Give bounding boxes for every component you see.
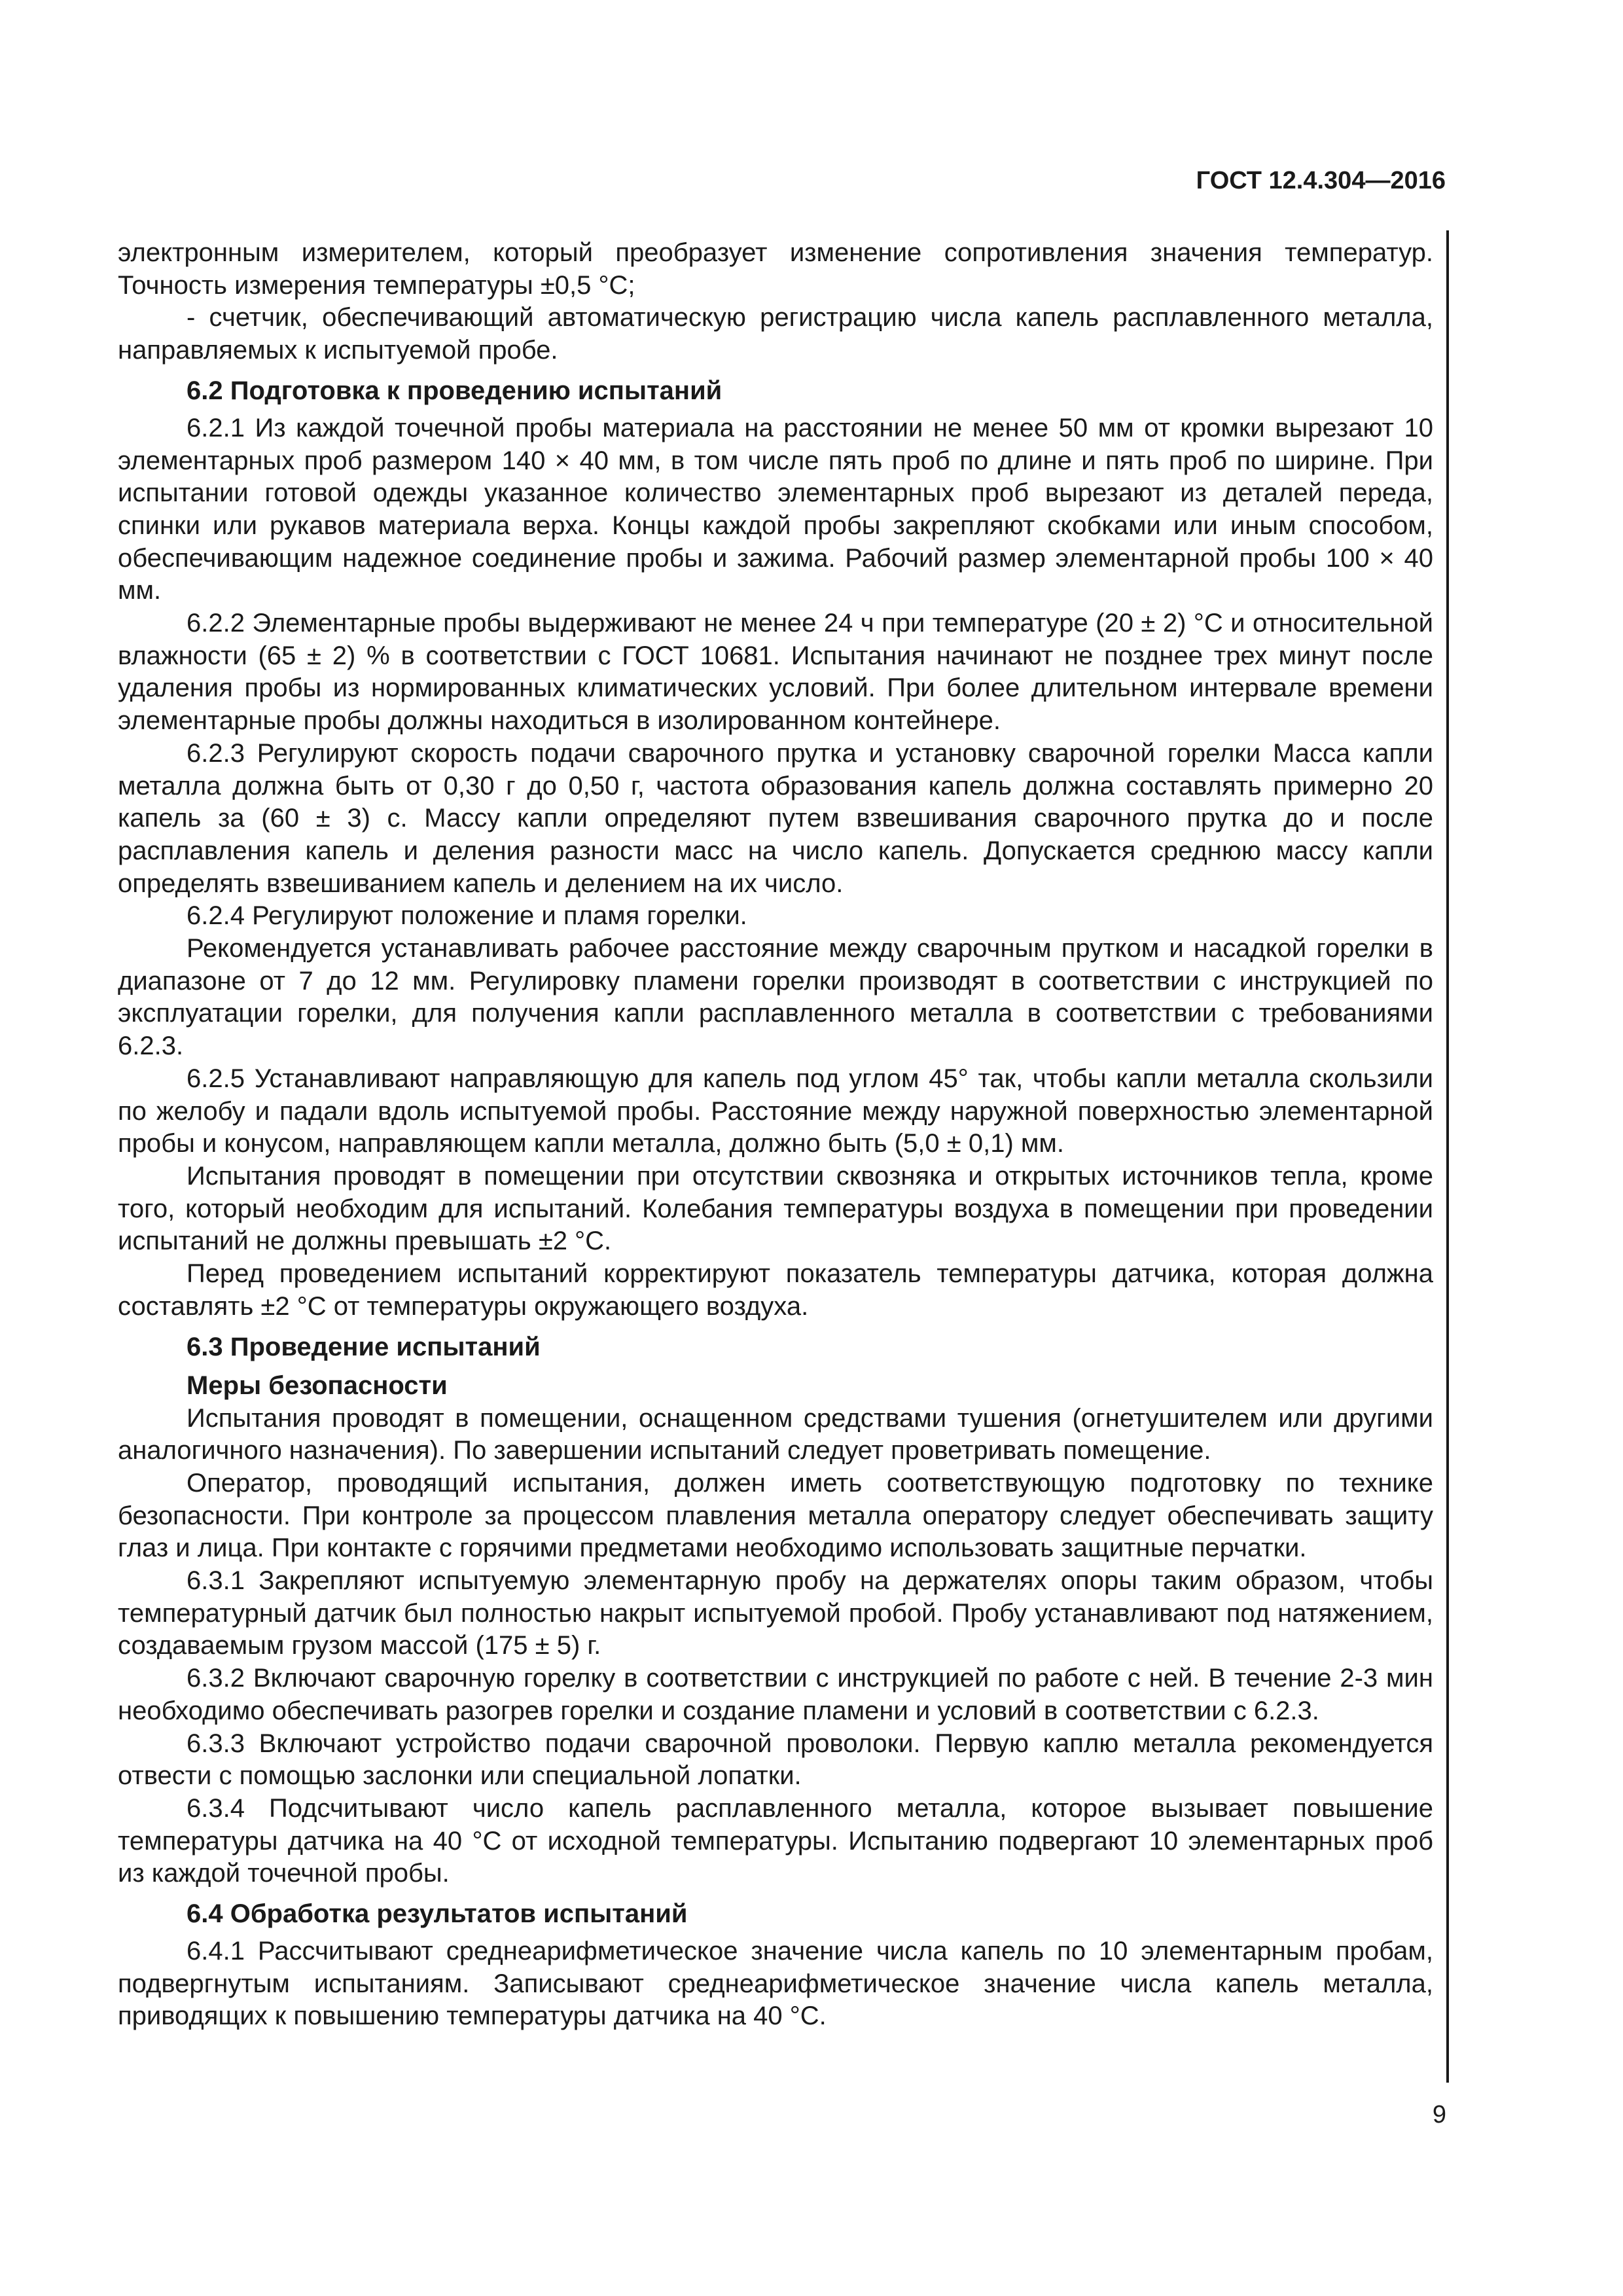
paragraph-6-2-4-details: Рекомендуется устанавливать рабочее расстояние между сварочным прутком и насадкой горелки в диапазоне от 7 до 12 мм. Регулировку пламени горелки производят в соответствии с инструкцией по эксплуатации горелки, для получения капли расплавленного металла в соответствии с требованиями 6.2.3.: [118, 934, 1433, 1061]
paragraph-continuation: электронным измерителем, который преобразует изменение сопротивления значения температур. Точность измерения температуры ±0,5 °С;: [118, 238, 1433, 300]
paragraph-6-3-3: 6.3.3 Включают устройство подачи сварочной проволоки. Первую каплю металла рекомендуется отвести с помощью заслонки или специальной лопатки.: [118, 1729, 1433, 1791]
section-heading-6-2: 6.2 Подготовка к проведению испытаний: [187, 376, 722, 405]
paragraph-safety-room: Испытания проводят в помещении, оснащенном средствами тушения (огнетушителем или другими аналогичного назначения). По завершении испытаний следует проветривать помещение.: [118, 1403, 1433, 1465]
paragraph-6-2-5: 6.2.5 Устанавливают направляющую для капель под углом 45° так, чтобы капли металла скользили по желобу и падали вдоль испытуемой пробы. Расстояние между наружной поверхностью элементарной пробы и конусом, направляющем капли металла, должно быть (5,0 ± 0,1) мм.: [118, 1064, 1433, 1158]
subheading-safety: Меры безопасности: [187, 1371, 448, 1400]
paragraph-6-2-5-calibration: Перед проведением испытаний корректируют показатель температуры датчика, которая должна составлять ±2 °С от температуры окружающего воздуха.: [118, 1259, 1433, 1321]
paragraph-6-3-2: 6.3.2 Включают сварочную горелку в соответствии с инструкцией по работе с ней. В течение 2-3 мин необходимо обеспечивать разогрев горелки и создание пламени и условий в соответствии с 6.2.3.: [118, 1664, 1433, 1725]
section-heading-6-4: 6.4 Обработка результатов испытаний: [187, 1899, 688, 1929]
page-number: 9: [1432, 2101, 1446, 2128]
paragraph-6-2-3: 6.2.3 Регулируют скорость подачи сварочного прутка и установку сварочной горелки Масса капли металла должна быть от 0,30 г до 0,50 г, частота образования капель должна составлять примерно 20 капель за (60 ± 3) с. Массу капли определяют путем взвешивания сварочного прутка до и после расплавления капель и деления разности масс на число капель. Допускается среднюю массу капли определять взвешиванием капель и делением на их число.: [118, 738, 1433, 898]
paragraph-6-4-1: 6.4.1 Рассчитывают среднеарифметическое значение числа капель по 10 элементарным пробам, подвергнутым испытаниям. Записывают среднеарифметическое значение числа капель металла, приводящих к повышению температуры датчика на 40 °С.: [118, 1937, 1433, 2031]
paragraph-counter-item: - счетчик, обеспечивающий автоматическую регистрацию числа капель расплавленного металла, направляемых к испытуемой пробе.: [118, 303, 1433, 365]
paragraph-6-2-2: 6.2.2 Элементарные пробы выдерживают не менее 24 ч при температуре (20 ± 2) °С и относительной влажности (65 ± 2) % в соответствии с ГОСТ 10681. Испытания начинают не позднее трех минут после удаления пробы из нормированных климатических условий. При более длительном интервале времени элементарные пробы должны находиться в изолированном контейнере.: [118, 609, 1433, 736]
paragraph-safety-operator: Оператор, проводящий испытания, должен иметь соответствующую подготовку по технике безопасности. При контроле за процессом плавления металла оператору следует обеспечивать защиту глаз и лица. При контакте с горячими предметами необходимо использовать защитные перчатки.: [118, 1468, 1433, 1563]
revision-bar: [1446, 230, 1449, 2083]
paragraph-6-3-4: 6.3.4 Подсчитывают число капель расплавленного металла, которое вызывает повышение температуры датчика на 40 °С от исходной температуры. Испытанию подвергают 10 элементарных проб из каждой точечной пробы.: [118, 1793, 1433, 1888]
document-body: [118, 237, 1433, 2033]
paragraph-6-2-5-conditions: Испытания проводят в помещении при отсутствии сквозняка и открытых источников тепла, кроме того, который необходим для испытаний. Колебания температуры воздуха в помещении при проведении испытаний не должны превышать ±2 °С.: [118, 1161, 1433, 1256]
paragraph-6-2-4: 6.2.4 Регулируют положение и пламя горелки.: [187, 901, 747, 931]
section-heading-6-3: 6.3 Проведение испытаний: [187, 1332, 541, 1361]
paragraph-6-2-1: 6.2.1 Из каждой точечной пробы материала на расстоянии не менее 50 мм от кромки вырезают 10 элементарных проб размером 140 × 40 мм, в том числе пять проб по длине и пять проб по ширине. При испытании готовой одежды указанное количество элементарных проб вырезают из деталей переда, спинки или рукавов материала верха. Концы каждой пробы закрепляют скобками или иным способом, обеспечивающим надежное соединение пробы и зажима. Рабочий размер элементарной пробы 100 × 40 мм.: [118, 413, 1433, 605]
paragraph-6-3-1: 6.3.1 Закрепляют испытуемую элементарную пробу на держателях опоры таким образом, чтобы температурный датчик был полностью накрыт испытуемой пробой. Пробу устанавливают под натяжением, создаваемым грузом массой (175 ± 5) г.: [118, 1566, 1433, 1660]
document-header: ГОСТ 12.4.304—2016: [1196, 167, 1446, 194]
